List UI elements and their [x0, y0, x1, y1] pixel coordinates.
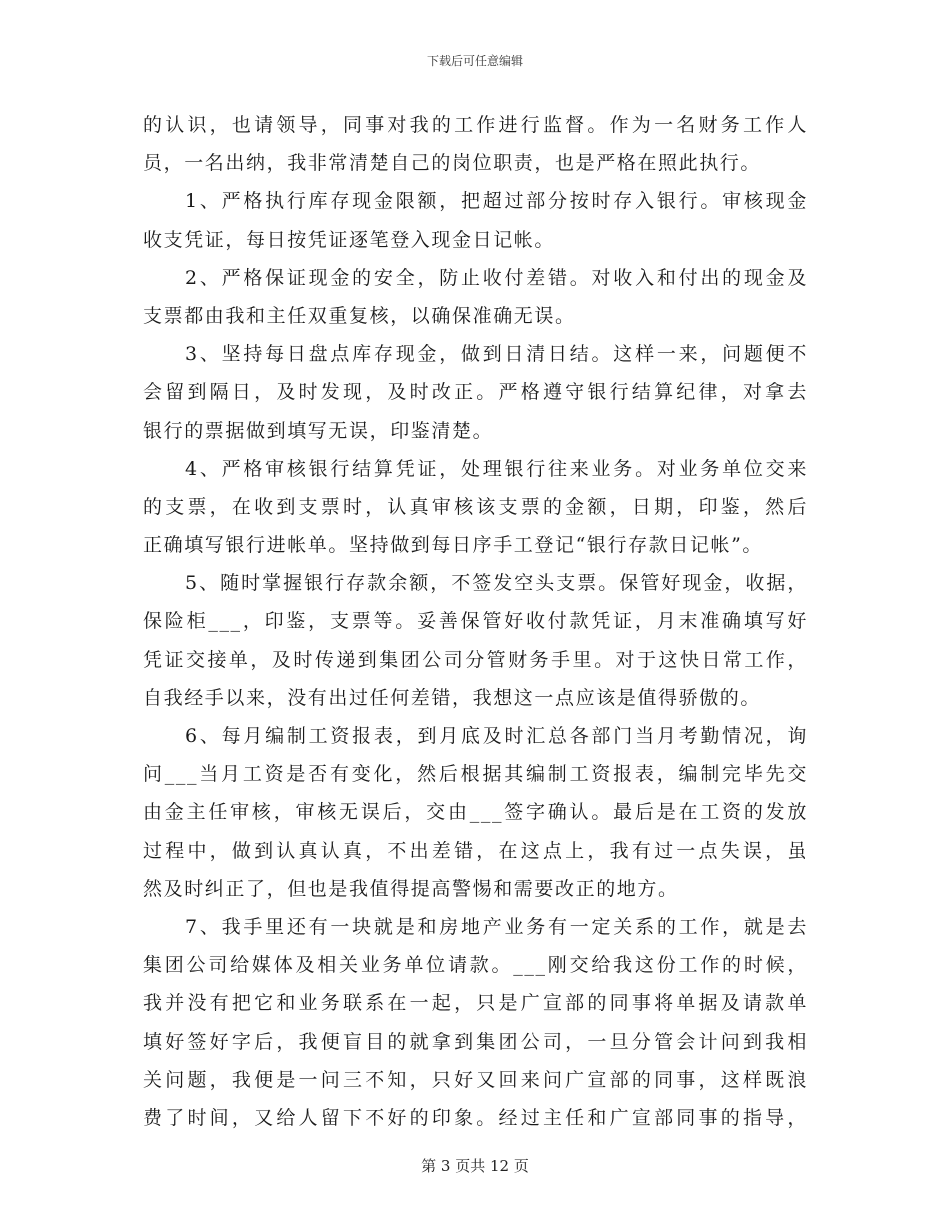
paragraph-first-line: 6、每月编制工资报表，到月底及时汇总各部门当月考勤情况，询	[185, 725, 808, 747]
paragraph-line: 收支凭证，每日按凭证逐笔登入现金日记帐。	[143, 228, 556, 251]
paragraph-line: 费了时间，又给人留下不好的印象。经过主任和广宣部同事的指导，	[143, 1106, 808, 1129]
paragraph-line: 凭证交接单，及时传递到集团公司分管财务手里。对于这快日常工作，	[143, 648, 808, 671]
paragraph-line: 会留到隔日，及时发现，及时改正。严格遵守银行结算纪律，对拿去	[143, 381, 808, 404]
paragraph-line: 银行的票据做到填写无误，印鉴清楚。	[143, 419, 494, 442]
paragraph-first-line: 4、严格审核银行结算凭证，处理银行往来业务。对业务单位交来	[185, 457, 808, 480]
paragraph-line: 集团公司给媒体及相关业务单位请款。___刚交给我这份工作的时候，	[143, 954, 808, 977]
page-footer: 第 3 页共 12 页	[421, 1157, 529, 1175]
paragraph-first-line: 2、严格保证现金的安全，防止收付差错。对收入和付出的现金及	[185, 266, 808, 289]
paragraph-line: 填好签好字后，我便盲目的就拿到集团公司，一旦分管会计问到我相	[143, 1030, 808, 1053]
paragraph-line: 问___当月工资是否有变化，然后根据其编制工资报表，编制完毕先交	[143, 763, 808, 786]
paragraph-line: 支票都由我和主任双重复核，以确保准确无误。	[143, 304, 576, 327]
paragraph-line: 的支票，在收到支票时，认真审核该支票的金额，日期，印鉴，然后	[143, 495, 808, 518]
paragraph-line: 过程中，做到认真认真，不出差错，在这点上，我有过一点失误，虽	[143, 839, 808, 862]
paragraph-first-line: 7、我手里还有一块就是和房地产业务有一定关系的工作，就是去	[185, 915, 808, 938]
paragraph-first-line: 3、坚持每日盘点库存现金，做到日清日结。这样一来，问题便不	[185, 343, 808, 366]
paragraph-line: 关问题，我便是一问三不知，只好又回来问广宣部的同事，这样既浪	[143, 1068, 808, 1091]
paragraph-line: 由金主任审核，审核无误后，交由___签字确认。最后是在工资的发放	[143, 801, 808, 824]
paragraph-first-line: 1、严格执行库存现金限额，把超过部分按时存入银行。审核现金	[185, 190, 808, 213]
paragraph-line: 保险柜___，印鉴，支票等。妥善保管好收付款凭证，月末准确填写好	[143, 610, 808, 633]
paragraph-first-line: 5、随时掌握银行存款余额，不签发空头支票。保管好现金，收据，	[185, 572, 808, 595]
document-body	[143, 106, 808, 1137]
page-header: 下载后可任意编辑	[426, 54, 523, 68]
paragraph-line: 我并没有把它和业务联系在一起，只是广宣部的同事将单据及请款单	[143, 992, 808, 1015]
paragraph-line: 正确填写银行进帐单。坚持做到每日序手工登记“银行存款日记帐”。	[143, 534, 764, 557]
paragraph-line: 的认识，也请领导，同事对我的工作进行监督。作为一名财务工作人	[143, 114, 808, 136]
paragraph-line: 自我经手以来，没有出过任何差错，我想这一点应该是值得骄傲的。	[143, 686, 762, 709]
paragraph-line: 然及时纠正了，但也是我值得提高警惕和需要改正的地方。	[143, 877, 679, 900]
paragraph-line: 员，一名出纳，我非常清楚自己的岗位职责，也是严格在照此执行。	[143, 152, 762, 175]
